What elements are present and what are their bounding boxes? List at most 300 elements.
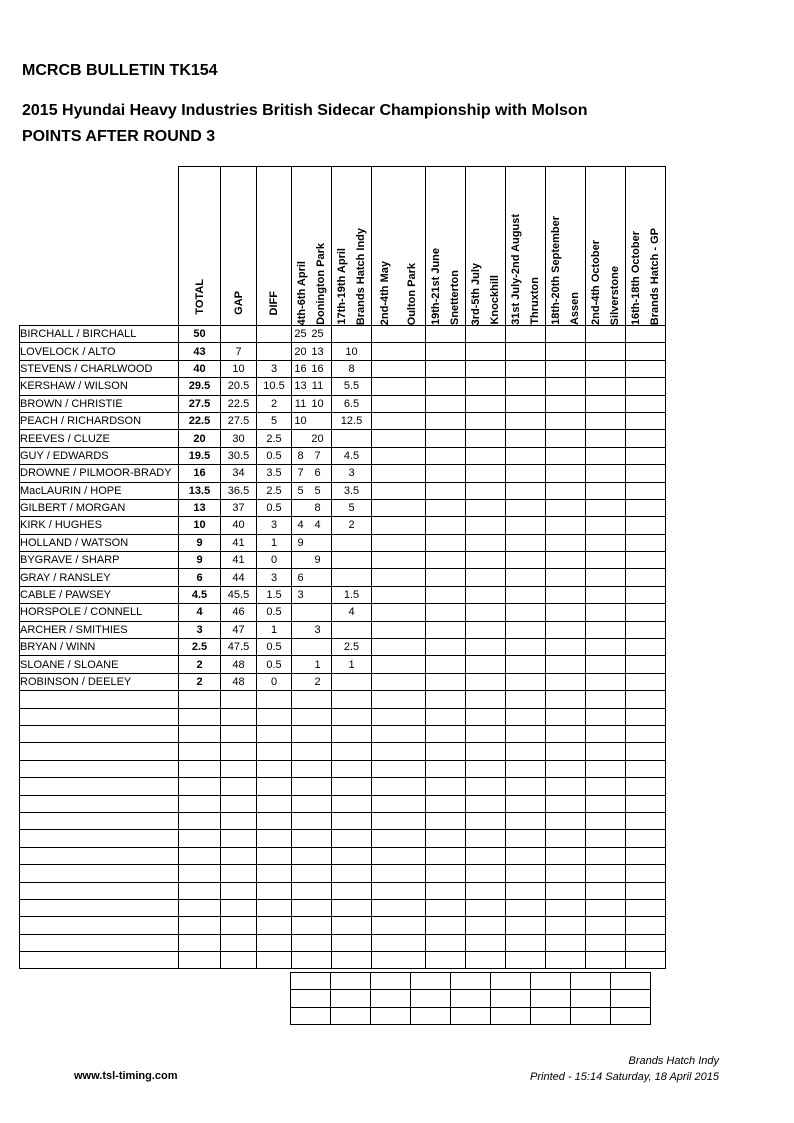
round1-points bbox=[292, 343, 332, 360]
crew-name: STEVENS / CHARLWOOD bbox=[20, 360, 179, 377]
empty-cell bbox=[292, 882, 332, 899]
empty-cell bbox=[586, 360, 626, 377]
empty-cell bbox=[626, 360, 666, 377]
empty-cell bbox=[426, 830, 466, 847]
total-points: 22.5 bbox=[179, 412, 221, 429]
empty-cell bbox=[546, 621, 586, 638]
empty-cell bbox=[626, 882, 666, 899]
empty-cell bbox=[372, 795, 426, 812]
empty-cell bbox=[291, 1007, 331, 1024]
empty-cell bbox=[372, 499, 426, 516]
empty-cell bbox=[466, 586, 506, 603]
empty-cell bbox=[506, 673, 546, 690]
race1-points: 10 bbox=[294, 415, 307, 428]
empty-cell bbox=[626, 830, 666, 847]
empty-cell bbox=[571, 973, 611, 990]
empty-cell bbox=[466, 691, 506, 708]
empty-cell bbox=[466, 882, 506, 899]
blank-row bbox=[20, 691, 666, 708]
empty-cell bbox=[292, 952, 332, 969]
blank-row bbox=[20, 725, 666, 742]
empty-cell bbox=[332, 795, 372, 812]
empty-cell bbox=[372, 882, 426, 899]
empty-cell bbox=[546, 899, 586, 916]
race1-points: 20 bbox=[294, 345, 307, 358]
empty-cell bbox=[426, 795, 466, 812]
race2-points: 8 bbox=[314, 502, 321, 515]
total-points: 6 bbox=[179, 569, 221, 586]
round2-points: 1 bbox=[332, 656, 372, 673]
round-header: 3rd-5th July Knockhill bbox=[466, 167, 506, 326]
empty-cell bbox=[332, 934, 372, 951]
race2-points bbox=[309, 536, 326, 550]
empty-cell bbox=[466, 621, 506, 638]
empty-cell bbox=[257, 760, 292, 777]
empty-cell bbox=[372, 917, 426, 934]
empty-cell bbox=[506, 412, 546, 429]
diff-value: 0.5 bbox=[257, 499, 292, 516]
empty-cell bbox=[466, 830, 506, 847]
empty-cell bbox=[257, 743, 292, 760]
empty-cell bbox=[506, 447, 546, 464]
empty-cell bbox=[531, 1007, 571, 1024]
empty-cell bbox=[466, 517, 506, 534]
empty-cell bbox=[586, 395, 626, 412]
diff-value: 0.5 bbox=[257, 604, 292, 621]
empty-cell bbox=[291, 973, 331, 990]
round-header: 2nd-4th October Silverstone bbox=[586, 167, 626, 326]
empty-cell bbox=[466, 447, 506, 464]
empty-cell bbox=[221, 760, 257, 777]
diff-value: 5 bbox=[257, 412, 292, 429]
empty-cell bbox=[372, 517, 426, 534]
empty-cell bbox=[626, 378, 666, 395]
empty-cell bbox=[506, 326, 546, 343]
empty-cell bbox=[466, 360, 506, 377]
empty-cell bbox=[426, 656, 466, 673]
crew-name: MacLAURIN / HOPE bbox=[20, 482, 179, 499]
empty-cell bbox=[20, 812, 179, 829]
empty-cell bbox=[626, 569, 666, 586]
crew-name: KERSHAW / WILSON bbox=[20, 378, 179, 395]
crew-name: BIRCHALL / BIRCHALL bbox=[20, 326, 179, 343]
round1-points bbox=[292, 586, 332, 603]
blank-row bbox=[20, 952, 666, 969]
empty-cell bbox=[546, 412, 586, 429]
empty-cell bbox=[466, 534, 506, 551]
empty-cell bbox=[221, 830, 257, 847]
empty-cell bbox=[546, 708, 586, 725]
empty-cell bbox=[586, 743, 626, 760]
empty-cell bbox=[426, 412, 466, 429]
round1-points bbox=[292, 447, 332, 464]
empty-cell bbox=[626, 847, 666, 864]
empty-cell bbox=[221, 725, 257, 742]
empty-cell bbox=[586, 725, 626, 742]
empty-cell bbox=[221, 917, 257, 934]
extra-grid bbox=[290, 972, 651, 1025]
empty-cell bbox=[292, 847, 332, 864]
race1-points: 13 bbox=[294, 380, 307, 393]
race2-points: 2 bbox=[314, 676, 321, 688]
blank-row bbox=[20, 847, 666, 864]
empty-cell bbox=[611, 990, 651, 1007]
diff-value: 2.5 bbox=[257, 482, 292, 499]
empty-cell bbox=[506, 482, 546, 499]
empty-cell bbox=[332, 708, 372, 725]
crew-name: ARCHER / SMITHIES bbox=[20, 621, 179, 638]
round1-points bbox=[292, 378, 332, 395]
empty-cell bbox=[426, 725, 466, 742]
empty-cell bbox=[466, 552, 506, 569]
table-row bbox=[20, 499, 666, 516]
empty-cell bbox=[586, 430, 626, 447]
race1-points: 8 bbox=[297, 449, 304, 462]
empty-cell bbox=[372, 360, 426, 377]
race2-points: 3 bbox=[314, 623, 321, 636]
round2-points: 8 bbox=[332, 360, 372, 377]
table-row bbox=[20, 552, 666, 569]
empty-cell bbox=[332, 847, 372, 864]
empty-cell bbox=[179, 830, 221, 847]
name-header bbox=[20, 167, 179, 326]
empty-cell bbox=[372, 586, 426, 603]
empty-cell bbox=[257, 795, 292, 812]
table-row bbox=[20, 517, 666, 534]
empty-cell bbox=[426, 604, 466, 621]
diff-value: 1 bbox=[257, 534, 292, 551]
race2-points bbox=[309, 571, 326, 585]
empty-cell bbox=[179, 847, 221, 864]
race1-points bbox=[292, 675, 309, 689]
empty-cell bbox=[586, 343, 626, 360]
diff-value: 1.5 bbox=[257, 586, 292, 603]
round-header: 16th-18th October Brands Hatch - GP bbox=[626, 167, 666, 326]
empty-cell bbox=[257, 830, 292, 847]
empty-cell bbox=[426, 499, 466, 516]
empty-cell bbox=[426, 847, 466, 864]
empty-cell bbox=[546, 812, 586, 829]
empty-cell bbox=[546, 691, 586, 708]
empty-cell bbox=[546, 586, 586, 603]
empty-cell bbox=[626, 499, 666, 516]
empty-cell bbox=[292, 865, 332, 882]
empty-cell bbox=[546, 499, 586, 516]
empty-cell bbox=[546, 430, 586, 447]
empty-cell bbox=[292, 708, 332, 725]
race2-points: 20 bbox=[311, 432, 324, 445]
table-row bbox=[20, 586, 666, 603]
diff-value bbox=[257, 326, 292, 343]
empty-cell bbox=[426, 430, 466, 447]
empty-cell bbox=[546, 343, 586, 360]
race1-points: 6 bbox=[297, 571, 304, 584]
empty-cell bbox=[506, 395, 546, 412]
empty-cell bbox=[586, 847, 626, 864]
empty-cell bbox=[221, 708, 257, 725]
empty-cell bbox=[451, 973, 491, 990]
empty-cell bbox=[371, 1007, 411, 1024]
empty-cell bbox=[332, 865, 372, 882]
empty-cell bbox=[426, 812, 466, 829]
empty-cell bbox=[257, 708, 292, 725]
website-link[interactable]: www.tsl-timing.com bbox=[74, 1070, 178, 1082]
empty-cell bbox=[506, 795, 546, 812]
round1-points bbox=[292, 569, 332, 586]
empty-cell bbox=[506, 952, 546, 969]
race2-points: 7 bbox=[314, 449, 321, 462]
round2-points: 3.5 bbox=[332, 482, 372, 499]
round1-points bbox=[292, 499, 332, 516]
round-header: 18th-20th September Assen bbox=[546, 167, 586, 326]
empty-cell bbox=[491, 973, 531, 990]
empty-cell bbox=[466, 865, 506, 882]
race1-points: 7 bbox=[297, 467, 304, 480]
empty-cell bbox=[586, 534, 626, 551]
empty-cell bbox=[506, 360, 546, 377]
table-row bbox=[20, 621, 666, 638]
page-subtitle: POINTS AFTER ROUND 3 bbox=[22, 128, 216, 145]
empty-cell bbox=[372, 760, 426, 777]
empty-cell bbox=[221, 795, 257, 812]
crew-name: BRYAN / WINN bbox=[20, 639, 179, 656]
empty-cell bbox=[586, 812, 626, 829]
empty-cell bbox=[372, 778, 426, 795]
crew-name: HORSPOLE / CONNELL bbox=[20, 604, 179, 621]
empty-cell bbox=[586, 795, 626, 812]
empty-cell bbox=[372, 830, 426, 847]
empty-cell bbox=[257, 952, 292, 969]
empty-cell bbox=[506, 639, 546, 656]
empty-cell bbox=[221, 865, 257, 882]
empty-cell bbox=[546, 360, 586, 377]
diff-value: 0 bbox=[257, 552, 292, 569]
empty-cell bbox=[546, 934, 586, 951]
empty-cell bbox=[292, 795, 332, 812]
race2-points: 4 bbox=[314, 519, 321, 532]
diff-value bbox=[257, 343, 292, 360]
empty-cell bbox=[426, 621, 466, 638]
empty-cell bbox=[626, 743, 666, 760]
empty-cell bbox=[506, 343, 546, 360]
empty-cell bbox=[372, 639, 426, 656]
empty-cell bbox=[179, 865, 221, 882]
table-row bbox=[20, 604, 666, 621]
empty-cell bbox=[586, 621, 626, 638]
empty-cell bbox=[626, 656, 666, 673]
empty-cell bbox=[372, 395, 426, 412]
table-row bbox=[20, 326, 666, 343]
empty-cell bbox=[626, 725, 666, 742]
empty-cell bbox=[466, 412, 506, 429]
total-points: 9 bbox=[179, 534, 221, 551]
crew-name: CABLE / PAWSEY bbox=[20, 586, 179, 603]
empty-cell bbox=[626, 395, 666, 412]
empty-cell bbox=[546, 917, 586, 934]
total-points: 13.5 bbox=[179, 482, 221, 499]
diff-value: 0.5 bbox=[257, 639, 292, 656]
gap-value: 47 bbox=[221, 621, 257, 638]
gap-value: 41 bbox=[221, 552, 257, 569]
gap-value: 37 bbox=[221, 499, 257, 516]
empty-cell bbox=[586, 760, 626, 777]
empty-cell bbox=[451, 990, 491, 1007]
gap-value: 34 bbox=[221, 465, 257, 482]
empty-cell bbox=[332, 812, 372, 829]
empty-cell bbox=[466, 569, 506, 586]
empty-cell bbox=[292, 934, 332, 951]
empty-cell bbox=[506, 899, 546, 916]
gap-value: 46 bbox=[221, 604, 257, 621]
empty-cell bbox=[586, 656, 626, 673]
round2-points: 1.5 bbox=[332, 586, 372, 603]
empty-cell bbox=[20, 795, 179, 812]
blank-row bbox=[20, 778, 666, 795]
empty-cell bbox=[466, 725, 506, 742]
table-row bbox=[20, 447, 666, 464]
empty-cell bbox=[426, 360, 466, 377]
empty-cell bbox=[466, 952, 506, 969]
blank-row bbox=[20, 708, 666, 725]
empty-cell bbox=[426, 917, 466, 934]
empty-cell bbox=[221, 691, 257, 708]
round1-points bbox=[292, 412, 332, 429]
crew-name: SLOANE / SLOANE bbox=[20, 656, 179, 673]
empty-cell bbox=[20, 899, 179, 916]
empty-cell bbox=[626, 412, 666, 429]
gap-value: 22.5 bbox=[221, 395, 257, 412]
race1-points: 16 bbox=[294, 362, 307, 375]
empty-cell bbox=[586, 499, 626, 516]
empty-cell bbox=[221, 952, 257, 969]
empty-cell bbox=[626, 482, 666, 499]
empty-cell bbox=[426, 586, 466, 603]
empty-cell bbox=[506, 778, 546, 795]
empty-cell bbox=[332, 899, 372, 916]
empty-cell bbox=[506, 378, 546, 395]
empty-cell bbox=[626, 465, 666, 482]
empty-cell bbox=[546, 656, 586, 673]
round2-points bbox=[332, 552, 372, 569]
round1-points bbox=[292, 656, 332, 673]
gap-value: 20.5 bbox=[221, 378, 257, 395]
gap-value: 44 bbox=[221, 569, 257, 586]
empty-cell bbox=[506, 656, 546, 673]
crew-name: GRAY / RANSLEY bbox=[20, 569, 179, 586]
empty-cell bbox=[257, 934, 292, 951]
race1-points bbox=[292, 623, 309, 637]
empty-cell bbox=[546, 725, 586, 742]
crew-name: GILBERT / MORGAN bbox=[20, 499, 179, 516]
empty-cell bbox=[426, 378, 466, 395]
empty-cell bbox=[546, 534, 586, 551]
gap-value: 10 bbox=[221, 360, 257, 377]
empty-cell bbox=[411, 973, 451, 990]
empty-cell bbox=[506, 882, 546, 899]
empty-cell bbox=[372, 412, 426, 429]
empty-cell bbox=[257, 899, 292, 916]
race1-points bbox=[292, 501, 309, 515]
round1-points bbox=[292, 552, 332, 569]
empty-cell bbox=[257, 865, 292, 882]
empty-cell bbox=[546, 465, 586, 482]
empty-cell bbox=[546, 743, 586, 760]
empty-cell bbox=[466, 482, 506, 499]
round1-points bbox=[292, 517, 332, 534]
empty-cell bbox=[332, 760, 372, 777]
empty-cell bbox=[372, 743, 426, 760]
race2-points: 9 bbox=[314, 554, 321, 567]
blank-row bbox=[20, 812, 666, 829]
table-row bbox=[20, 343, 666, 360]
empty-cell bbox=[626, 326, 666, 343]
total-points: 4 bbox=[179, 604, 221, 621]
empty-cell bbox=[332, 743, 372, 760]
empty-cell bbox=[372, 378, 426, 395]
diff-value: 2 bbox=[257, 395, 292, 412]
empty-cell bbox=[466, 778, 506, 795]
empty-cell bbox=[332, 952, 372, 969]
empty-cell bbox=[20, 691, 179, 708]
race2-points: 16 bbox=[311, 362, 324, 375]
empty-cell bbox=[20, 830, 179, 847]
empty-cell bbox=[571, 1007, 611, 1024]
empty-cell bbox=[292, 743, 332, 760]
empty-cell bbox=[426, 691, 466, 708]
total-points: 10 bbox=[179, 517, 221, 534]
empty-cell bbox=[506, 604, 546, 621]
round2-points bbox=[332, 569, 372, 586]
empty-cell bbox=[257, 917, 292, 934]
total-header: TOTAL bbox=[179, 167, 221, 326]
empty-cell bbox=[372, 708, 426, 725]
empty-cell bbox=[586, 934, 626, 951]
table-row bbox=[20, 430, 666, 447]
empty-cell bbox=[531, 973, 571, 990]
empty-cell bbox=[546, 447, 586, 464]
empty-cell bbox=[586, 552, 626, 569]
empty-cell bbox=[546, 482, 586, 499]
empty-cell bbox=[546, 830, 586, 847]
round1-points bbox=[292, 482, 332, 499]
empty-cell bbox=[546, 378, 586, 395]
round1-points bbox=[292, 430, 332, 447]
empty-cell bbox=[586, 412, 626, 429]
empty-cell bbox=[626, 795, 666, 812]
empty-cell bbox=[546, 760, 586, 777]
total-points: 40 bbox=[179, 360, 221, 377]
total-points: 2 bbox=[179, 656, 221, 673]
empty-cell bbox=[371, 973, 411, 990]
round1-points bbox=[292, 639, 332, 656]
empty-cell bbox=[506, 847, 546, 864]
empty-cell bbox=[426, 569, 466, 586]
empty-cell bbox=[546, 952, 586, 969]
round2-points: 2.5 bbox=[332, 639, 372, 656]
empty-cell bbox=[546, 604, 586, 621]
gap-value: 45.5 bbox=[221, 586, 257, 603]
gap-value bbox=[221, 326, 257, 343]
empty-cell bbox=[372, 621, 426, 638]
empty-cell bbox=[257, 778, 292, 795]
empty-cell bbox=[626, 708, 666, 725]
empty-cell bbox=[331, 990, 371, 1007]
empty-cell bbox=[179, 760, 221, 777]
empty-cell bbox=[372, 952, 426, 969]
empty-cell bbox=[332, 725, 372, 742]
blank-row bbox=[20, 934, 666, 951]
empty-cell bbox=[466, 812, 506, 829]
